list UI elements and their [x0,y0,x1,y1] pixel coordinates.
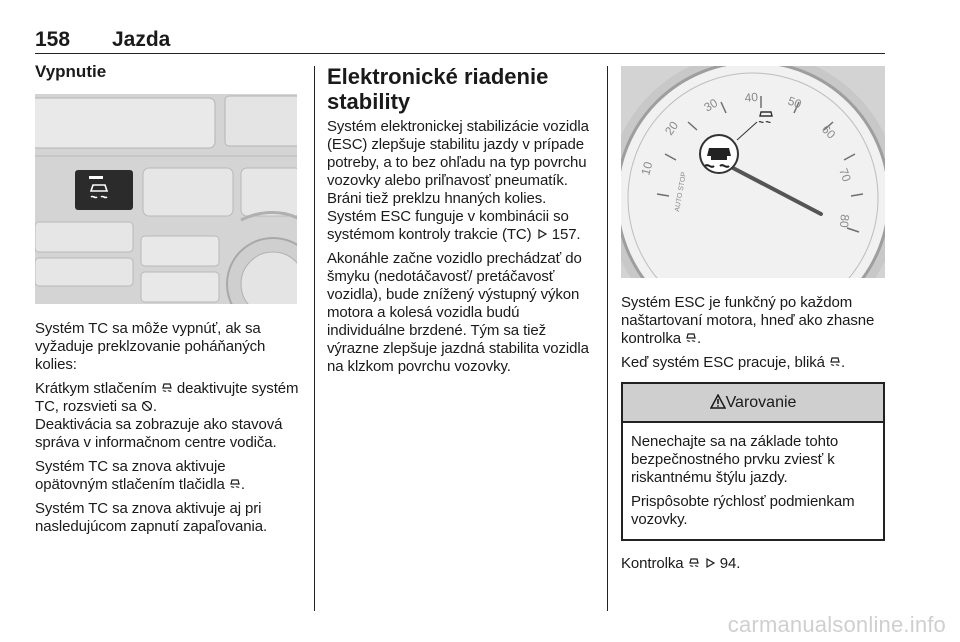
paragraph-text: 94. [719,555,741,572]
paragraph-text: . [840,354,846,371]
column-divider [314,66,315,611]
paragraph-text: Deaktivácia sa zobrazuje ako stavová správa v informačnom centre vodiča. [35,416,283,451]
paragraph-text: Kontrolka [621,555,684,572]
esc-lamp-icon [829,356,841,368]
page-reference-icon [536,228,548,240]
gauge-tick-label: 60 [818,122,839,142]
paragraph: Prispôsobte rýchlosť podmienkam vozovky. [631,493,855,528]
paragraph-text: . [697,330,702,347]
gauge-tick-label: 70 [836,166,854,184]
paragraph-text: Systém elektronickej stabilizácie vozidla (ESC) zlepšuje stabilitu jazdy v prípade potreby, a to bez ohľadu na typ povrchu vozovky alebo priľnavosť pneumatík. Bráni tiež preklzu hnaných kolies. Systém ESC funguje v kombinácii so systémom kontroly trakcie (TC) [327,118,589,243]
column-middle [327,62,597,382]
speedometer-figure [621,66,885,278]
paragraph [621,555,886,573]
paragraph [621,354,886,372]
paragraph: Systém TC sa znova aktivuje aj pri nasledujúcom zapnutí zapaľovania. [35,500,268,535]
esc-lamp-icon [688,557,700,569]
column-left [35,62,300,542]
auto-stop-label: AUTO STOP [674,171,688,213]
warning-title: Varovanie [725,394,797,411]
paragraph-text: deaktivujte systém TC, rozsvieti sa [35,380,299,415]
tc-off-icon [161,382,173,394]
dashboard-button-figure [35,94,297,304]
paragraph: Akonáhle začne vozidlo prechádzať do šmyku (nedotáčavosť/ pretáčavosť vozidla), bude znížený výstupný výkon motora a kolesá vozidla budú individuálne brzdené. Tým sa tiež výrazne zlepšuje jazdná stabilita vozidla na klzkom povrchu vozovky. [327,250,589,375]
paragraph: Nenechajte sa na základe tohto bezpečnostného prvku zviesť k riskantnému štýlu jazdy. [631,433,839,486]
paragraph: Systém TC sa môže vypnúť, ak sa vyžaduje preklzovanie poháňaných kolies: [35,320,266,373]
paragraph-text: Krátkym stlačením [35,380,157,397]
column-divider [607,66,608,611]
paragraph-text: 157. [551,226,581,243]
paragraph [621,294,886,348]
paragraph-text: Systém TC sa znova aktivuje opätovným stlačením tlačidla [35,458,226,493]
gauge-tick-label: 20 [661,118,682,138]
warning-body [623,423,883,539]
tc-off-icon [229,478,241,490]
paragraph [35,380,300,452]
column-right [621,62,886,579]
paragraph-text: . [152,398,157,415]
page-number: 158 [35,28,71,51]
warning-triangle-icon [710,394,726,409]
gauge-tick-label: 10 [638,160,656,177]
esc-lamp-icon [685,332,697,344]
paragraph [327,118,597,244]
gauge-tick-label: 40 [744,89,759,105]
gauge-tick-label: 50 [785,93,804,112]
paragraph [35,458,300,494]
warning-box [621,382,885,541]
paragraph-text: Keď systém ESC pracuje, bliká [621,354,825,371]
section-subheading: Vypnutie [35,62,107,81]
chapter-title: Jazda [112,28,171,51]
paragraph-text: . [240,476,245,493]
gauge-tick-label: 30 [701,95,721,115]
tc-off-lamp-icon [141,400,153,412]
gauge-tick-label: 80 [836,213,852,229]
section-heading: Elektronické riadenie stability [327,64,549,114]
page-header [35,28,885,54]
page-reference-icon [704,557,716,569]
paragraph-text: Systém ESC je funkčný po každom naštartovaní motora, hneď ako zhasne kontrolka [621,294,875,347]
watermark: carmanualsonline.info [727,612,946,637]
warning-header [623,384,883,423]
